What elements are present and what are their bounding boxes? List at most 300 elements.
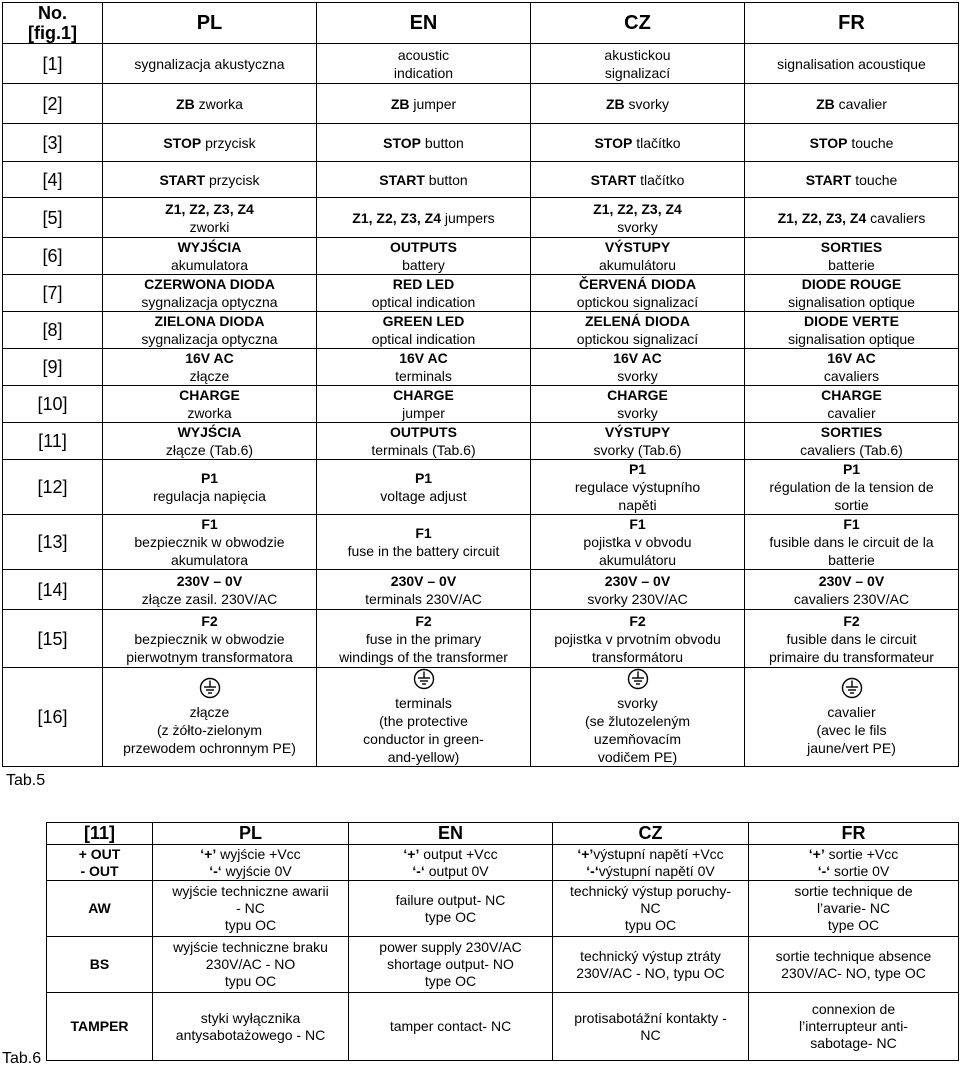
- cell-line: cavalier: [827, 405, 876, 421]
- cell-line: fusible dans le circuit: [786, 630, 917, 647]
- cell-fr: [745, 515, 959, 570]
- cell-line: RED LED: [392, 276, 455, 292]
- cell-line: F2: [415, 612, 432, 629]
- cell-pl: [103, 198, 317, 238]
- cell-cz: [531, 668, 745, 767]
- cell-line: sygnalizacja akustyczna: [134, 55, 285, 72]
- cell-cz: [553, 845, 749, 881]
- cell-line: fusible dans le circuit de la: [769, 534, 934, 550]
- cell-line: pierwotnym transformatora: [126, 648, 293, 665]
- cell-fr: [749, 881, 959, 937]
- cell-line: 230V/AC - NO, typu OC: [576, 964, 725, 981]
- cell-line: WYJŚCIA: [177, 424, 242, 440]
- cell-line: Z1, Z2, Z3, Z4 jumpers: [352, 209, 495, 226]
- cell-line: TAMPER: [70, 1018, 129, 1034]
- cell-line: l’interrupteur anti-: [799, 1018, 908, 1034]
- cell-line: ZB svorky: [605, 95, 669, 112]
- cell-line: sortie technique absence: [775, 947, 932, 964]
- cell-line: windings of the transformer: [339, 648, 508, 665]
- cell-pl: [103, 349, 317, 386]
- table-row: [47, 881, 959, 937]
- table-row: [3, 44, 959, 84]
- cell-fr: [745, 386, 959, 423]
- cell-line: primaire du transformateur: [769, 648, 934, 665]
- cell-fr: [745, 423, 959, 460]
- cell-line: typu OC: [224, 917, 277, 933]
- cell-en: [317, 44, 531, 84]
- cell-fr: [745, 349, 959, 386]
- cell-line: P1: [414, 470, 433, 486]
- cell-line: F1: [201, 516, 218, 532]
- cell-line: type OC: [424, 908, 477, 925]
- cell-line: złącze zasil. 230V/AC: [141, 590, 278, 607]
- cell-line: antysabotażowego - NC: [175, 1026, 326, 1043]
- table-row: [3, 668, 959, 767]
- cell-pl: [153, 937, 349, 993]
- cell-en: [317, 610, 531, 668]
- cell-fr: [745, 312, 959, 349]
- cell-line: typu OC: [224, 973, 277, 989]
- cell-line: GREEN LED: [382, 313, 465, 329]
- cell-line: (se žlutozeleným: [584, 713, 691, 729]
- cell-fr: [745, 460, 959, 515]
- row-number: [2]: [3, 84, 103, 124]
- cell-line: F1: [843, 516, 860, 532]
- cell-en: [317, 349, 531, 386]
- cell-line: OUTPUTS: [390, 239, 457, 255]
- cell-cz: [531, 44, 745, 84]
- cell-fr: [745, 124, 959, 162]
- cell-line: ‘+’ wyjście +Vcc: [200, 845, 301, 862]
- cell-line: START przycisk: [159, 171, 260, 188]
- cell-pl: [153, 845, 349, 881]
- row-number: [4]: [3, 162, 103, 198]
- cell-line: bezpiecznik w obwodzie: [134, 534, 285, 550]
- row-number: [10]: [3, 386, 103, 423]
- cell-line: zworki: [189, 218, 230, 235]
- cell-line: cavaliers 230V/AC: [793, 590, 910, 607]
- cell-line: złącze (Tab.6): [165, 442, 254, 458]
- cell-line: pojistka v prvotním obvodu: [554, 630, 721, 647]
- cell-cz: [531, 386, 745, 423]
- cell-line: jaune/vert PE): [807, 740, 896, 756]
- cell-fr: [745, 238, 959, 275]
- row-number: [3]: [3, 124, 103, 162]
- table-6: [46, 822, 959, 1061]
- cell-en: [317, 124, 531, 162]
- cell-line: ‘-‘výstupní napětí 0V: [586, 862, 715, 879]
- table-row: [47, 937, 959, 993]
- cell-pl: [103, 460, 317, 515]
- cell-line: failure output- NC: [395, 891, 506, 908]
- cell-line: (avec le fils: [816, 722, 887, 738]
- table-row: [3, 386, 959, 423]
- cell-line: Z1, Z2, Z3, Z4: [593, 200, 682, 217]
- cell-line: wyjście techniczne braku: [173, 939, 328, 955]
- cell-line: zworka: [187, 405, 232, 421]
- cell-pl: [103, 423, 317, 460]
- cell-en: [317, 668, 531, 767]
- table-row: [3, 312, 959, 349]
- cell-line: CHARGE: [821, 387, 882, 403]
- cell-line: P1: [628, 461, 647, 477]
- cell-line: cavalier: [827, 704, 876, 720]
- cell-line: ČERVENÁ DIODA: [578, 276, 697, 292]
- cell-line: 16V AC: [827, 350, 876, 366]
- header-en: EN: [317, 3, 531, 44]
- cell-line: ZB cavalier: [816, 95, 887, 112]
- cell-fr: [745, 275, 959, 312]
- cell-cz: [531, 162, 745, 198]
- cell-pl: [103, 44, 317, 84]
- cell-line: and-yellow): [387, 749, 460, 765]
- row-number: [11]: [3, 423, 103, 460]
- cell-line: START tlačítko: [590, 171, 685, 188]
- cell-line: - NC: [236, 900, 265, 916]
- cell-line: STOP przycisk: [163, 134, 256, 151]
- cell-en: [317, 386, 531, 423]
- cell-line: 230V – 0V: [818, 572, 885, 589]
- table-row: [3, 570, 959, 610]
- cell-cz: [531, 198, 745, 238]
- table-row: [3, 515, 959, 570]
- cell-line: VÝSTUPY: [604, 239, 671, 255]
- row-number: [16]: [3, 668, 103, 767]
- table-row: [3, 275, 959, 312]
- cell-line: P1: [200, 470, 219, 486]
- cell-line: batterie: [828, 257, 875, 273]
- cell-line: svorky: [617, 368, 658, 384]
- cell-line: tamper contact- NC: [389, 1018, 512, 1034]
- cell-en: [317, 275, 531, 312]
- cell-line: ZB jumper: [390, 95, 457, 112]
- cell-en: [317, 460, 531, 515]
- cell-line: VÝSTUPY: [604, 424, 671, 440]
- cell-line: CHARGE: [393, 387, 454, 403]
- cell-fr: [745, 162, 959, 198]
- row-number: [9]: [3, 349, 103, 386]
- cell-line: 230V/AC - NO: [205, 956, 296, 972]
- cell-line: ‘-‘ wyjście 0V: [209, 862, 292, 879]
- table-row: [3, 162, 959, 198]
- cell-line: vodičem PE): [597, 749, 678, 765]
- cell-line: battery: [402, 257, 445, 273]
- cell-line: acoustic: [397, 46, 450, 63]
- cell-pl: [153, 881, 349, 937]
- cell-fr: [745, 668, 959, 767]
- cell-en: [349, 993, 553, 1061]
- cell-line: (the protective: [379, 713, 468, 729]
- cell-line: akumulátoru: [598, 552, 677, 568]
- cell-en: [317, 570, 531, 610]
- cell-line: STOP button: [383, 134, 464, 151]
- cell-pl: [103, 570, 317, 610]
- header-no: [3, 3, 103, 44]
- cell-pl: [103, 124, 317, 162]
- row-number: [8]: [3, 312, 103, 349]
- cell-line: signalisation optique: [788, 294, 915, 310]
- cell-line: fuse in the battery circuit: [347, 543, 500, 559]
- cell-line: styki wyłącznika: [200, 1009, 301, 1026]
- cell-cz: [553, 881, 749, 937]
- cell-cz: [531, 610, 745, 668]
- cell-line: przewodem ochronnym PE): [123, 740, 296, 756]
- cell-line: sygnalizacja optyczna: [141, 331, 278, 347]
- table-row: [3, 124, 959, 162]
- cell-line: Z1, Z2, Z3, Z4 cavaliers: [777, 209, 926, 226]
- cell-line: jumper: [402, 405, 445, 421]
- cell-line: akumulatora: [170, 257, 249, 273]
- ground-symbol-icon: [199, 677, 221, 699]
- cell-line: voltage adjust: [380, 488, 467, 504]
- cell-line: regulacja napięcia: [153, 488, 266, 504]
- table-5: [2, 2, 959, 767]
- cell-line: uzemňovacím: [593, 731, 682, 747]
- table-row: [3, 460, 959, 515]
- cell-fr: [749, 845, 959, 881]
- cell-line: ZIELONA DIODA: [154, 313, 265, 329]
- cell-line: connexion de: [811, 1001, 896, 1017]
- output-key: [47, 845, 153, 881]
- cell-fr: [745, 610, 959, 668]
- row-number: [5]: [3, 198, 103, 238]
- cell-fr: [745, 570, 959, 610]
- cell-line: sabotage- NC: [810, 1035, 897, 1051]
- cell-line: akustickou: [604, 46, 671, 63]
- cell-pl: [103, 312, 317, 349]
- cell-line: 230V/AC- NO, type OC: [781, 964, 926, 981]
- row-number: [15]: [3, 610, 103, 668]
- cell-line: sortie: [834, 497, 869, 513]
- cell-en: [317, 312, 531, 349]
- cell-line: power supply 230V/AC: [379, 939, 522, 955]
- cell-line: SORTIES: [820, 239, 883, 255]
- cell-line: 16V AC: [399, 350, 448, 366]
- cell-line: ‘+’ sortie +Vcc: [808, 845, 899, 862]
- output-key: [47, 937, 153, 993]
- table-6-header-row: [47, 823, 959, 845]
- cell-fr: [745, 44, 959, 84]
- cell-line: terminals 230V/AC: [365, 590, 482, 607]
- cell-line: signalisation acoustique: [777, 55, 926, 72]
- cell-cz: [531, 349, 745, 386]
- cell-line: pojistka v obvodu: [583, 534, 692, 550]
- cell-line: NC: [640, 900, 661, 916]
- cell-line: typu OC: [624, 917, 677, 933]
- table-row: [47, 993, 959, 1061]
- cell-line: sortie technique de: [794, 883, 913, 899]
- tab6-header-ref: [11]: [47, 823, 153, 845]
- cell-fr: [749, 937, 959, 993]
- cell-line: CHARGE: [179, 387, 240, 403]
- cell-pl: [103, 515, 317, 570]
- cell-en: [317, 162, 531, 198]
- table-5-header-row: [3, 3, 959, 44]
- cell-line: technický výstup poruchy-: [569, 883, 732, 899]
- cell-line: indication: [393, 64, 454, 81]
- cell-cz: [531, 275, 745, 312]
- cell-line: CZERWONA DIODA: [144, 276, 275, 292]
- cell-line: F2: [629, 612, 646, 629]
- cell-pl: [103, 162, 317, 198]
- tab6-header-fr: FR: [749, 823, 959, 845]
- cell-pl: [103, 238, 317, 275]
- cell-line: svorky: [617, 218, 658, 235]
- cell-line: ‘+’ output +Vcc: [403, 845, 498, 862]
- cell-line: AW: [88, 900, 111, 916]
- cell-fr: [749, 993, 959, 1061]
- cell-line: type OC: [827, 917, 880, 933]
- cell-line: technický výstup ztráty: [580, 947, 721, 964]
- cell-line: STOP touche: [809, 134, 894, 151]
- cell-line: type OC: [424, 973, 477, 989]
- cell-line: cavaliers: [823, 368, 880, 384]
- table-row: [3, 238, 959, 275]
- cell-line: sygnalizacja optyczna: [141, 294, 278, 310]
- cell-line: START button: [379, 171, 468, 188]
- table-row: [47, 845, 959, 881]
- table-row: [3, 423, 959, 460]
- cell-en: [317, 515, 531, 570]
- cell-line: Z1, Z2, Z3, Z4: [165, 200, 254, 217]
- cell-pl: [103, 275, 317, 312]
- cell-line: złącze: [189, 704, 230, 720]
- header-no-label: No.: [38, 3, 67, 23]
- cell-line: 230V – 0V: [604, 572, 671, 589]
- cell-line: START touche: [805, 171, 898, 188]
- cell-line: - OUT: [80, 862, 119, 879]
- cell-line: fuse in the primary: [365, 630, 482, 647]
- cell-cz: [531, 460, 745, 515]
- ground-symbol-icon: [841, 677, 863, 699]
- cell-line: optickou signalizací: [576, 294, 699, 310]
- cell-line: optickou signalizací: [576, 331, 699, 347]
- header-cz: CZ: [531, 3, 745, 44]
- cell-pl: [103, 668, 317, 767]
- ground-symbol-icon: [627, 668, 649, 690]
- cell-cz: [531, 423, 745, 460]
- cell-line: signalisation optique: [788, 331, 915, 347]
- cell-line: złącze: [189, 368, 230, 384]
- cell-cz: [531, 238, 745, 275]
- cell-cz: [531, 84, 745, 124]
- cell-cz: [531, 570, 745, 610]
- table-row: [3, 349, 959, 386]
- ground-symbol-icon: [413, 668, 435, 690]
- table-5-label: Tab.5: [6, 772, 46, 789]
- cell-fr: [745, 198, 959, 238]
- cell-line: akumulatora: [170, 552, 249, 568]
- row-number: [14]: [3, 570, 103, 610]
- cell-line: terminals: [395, 368, 452, 384]
- cell-line: terminals: [395, 695, 452, 711]
- cell-line: ‘+’výstupní napětí +Vcc: [577, 845, 724, 862]
- row-number: [12]: [3, 460, 103, 515]
- cell-line: 230V – 0V: [390, 572, 457, 589]
- cell-en: [349, 845, 553, 881]
- cell-line: optical indication: [371, 331, 476, 347]
- header-pl: PL: [103, 3, 317, 44]
- cell-line: 16V AC: [185, 350, 234, 366]
- cell-en: [349, 937, 553, 993]
- cell-line: DIODE VERTE: [804, 313, 899, 329]
- cell-line: BS: [89, 956, 110, 972]
- cell-pl: [103, 610, 317, 668]
- cell-en: [317, 238, 531, 275]
- output-key: [47, 881, 153, 937]
- cell-pl: [103, 386, 317, 423]
- cell-line: NC: [640, 1026, 661, 1043]
- cell-line: cavaliers (Tab.6): [800, 442, 903, 458]
- cell-line: svorky 230V/AC: [587, 590, 688, 607]
- cell-line: transformátoru: [591, 648, 684, 665]
- cell-line: SORTIES: [820, 424, 883, 440]
- row-number: [7]: [3, 275, 103, 312]
- cell-line: ‘-‘ output 0V: [412, 862, 489, 879]
- cell-line: signalizací: [604, 64, 671, 81]
- cell-line: DIODE ROUGE: [801, 276, 902, 292]
- cell-line: STOP tlačítko: [594, 134, 681, 151]
- cell-line: OUTPUTS: [390, 424, 457, 440]
- cell-line: F2: [843, 612, 860, 629]
- cell-line: optical indication: [371, 294, 476, 310]
- cell-line: shortage output- NO: [387, 956, 514, 972]
- cell-line: batterie: [828, 552, 875, 568]
- cell-line: WYJŚCIA: [177, 239, 242, 255]
- cell-en: [349, 881, 553, 937]
- cell-line: CHARGE: [607, 387, 668, 403]
- cell-line: F1: [629, 516, 646, 532]
- row-number: [6]: [3, 238, 103, 275]
- cell-line: l’avarie- NC: [816, 900, 891, 916]
- cell-line: svorky: [617, 695, 658, 711]
- cell-line: P1: [842, 461, 861, 477]
- output-key: [47, 993, 153, 1061]
- cell-cz: [553, 937, 749, 993]
- cell-cz: [531, 312, 745, 349]
- cell-line: akumulátoru: [598, 257, 677, 273]
- row-number: [1]: [3, 44, 103, 84]
- cell-line: ZB zworka: [176, 95, 243, 112]
- cell-en: [317, 84, 531, 124]
- row-number: [13]: [3, 515, 103, 570]
- cell-line: 230V – 0V: [176, 572, 243, 589]
- header-fr: FR: [745, 3, 959, 44]
- table-row: [3, 84, 959, 124]
- table-6-label: Tab.6: [2, 1050, 42, 1067]
- cell-pl: [103, 84, 317, 124]
- cell-line: 16V AC: [613, 350, 662, 366]
- cell-line: F1: [415, 525, 432, 541]
- header-fig-label: [fig.1]: [28, 23, 77, 43]
- cell-line: (z żółto-zielonym: [156, 722, 263, 738]
- cell-line: F2: [201, 612, 218, 629]
- cell-line: conductor in green-: [363, 731, 484, 747]
- cell-cz: [553, 993, 749, 1061]
- cell-pl: [153, 993, 349, 1061]
- cell-line: protisabotážní kontakty -: [574, 1009, 727, 1026]
- cell-line: bezpiecznik w obwodzie: [134, 630, 285, 647]
- tab6-header-en: EN: [349, 823, 553, 845]
- cell-cz: [531, 124, 745, 162]
- cell-line: terminals (Tab.6): [371, 442, 476, 458]
- cell-en: [317, 423, 531, 460]
- cell-line: ‘-‘ sortie 0V: [817, 862, 890, 879]
- cell-line: napěti: [618, 497, 657, 513]
- cell-line: svorky (Tab.6): [593, 442, 682, 458]
- cell-fr: [745, 84, 959, 124]
- cell-line: svorky: [617, 405, 658, 421]
